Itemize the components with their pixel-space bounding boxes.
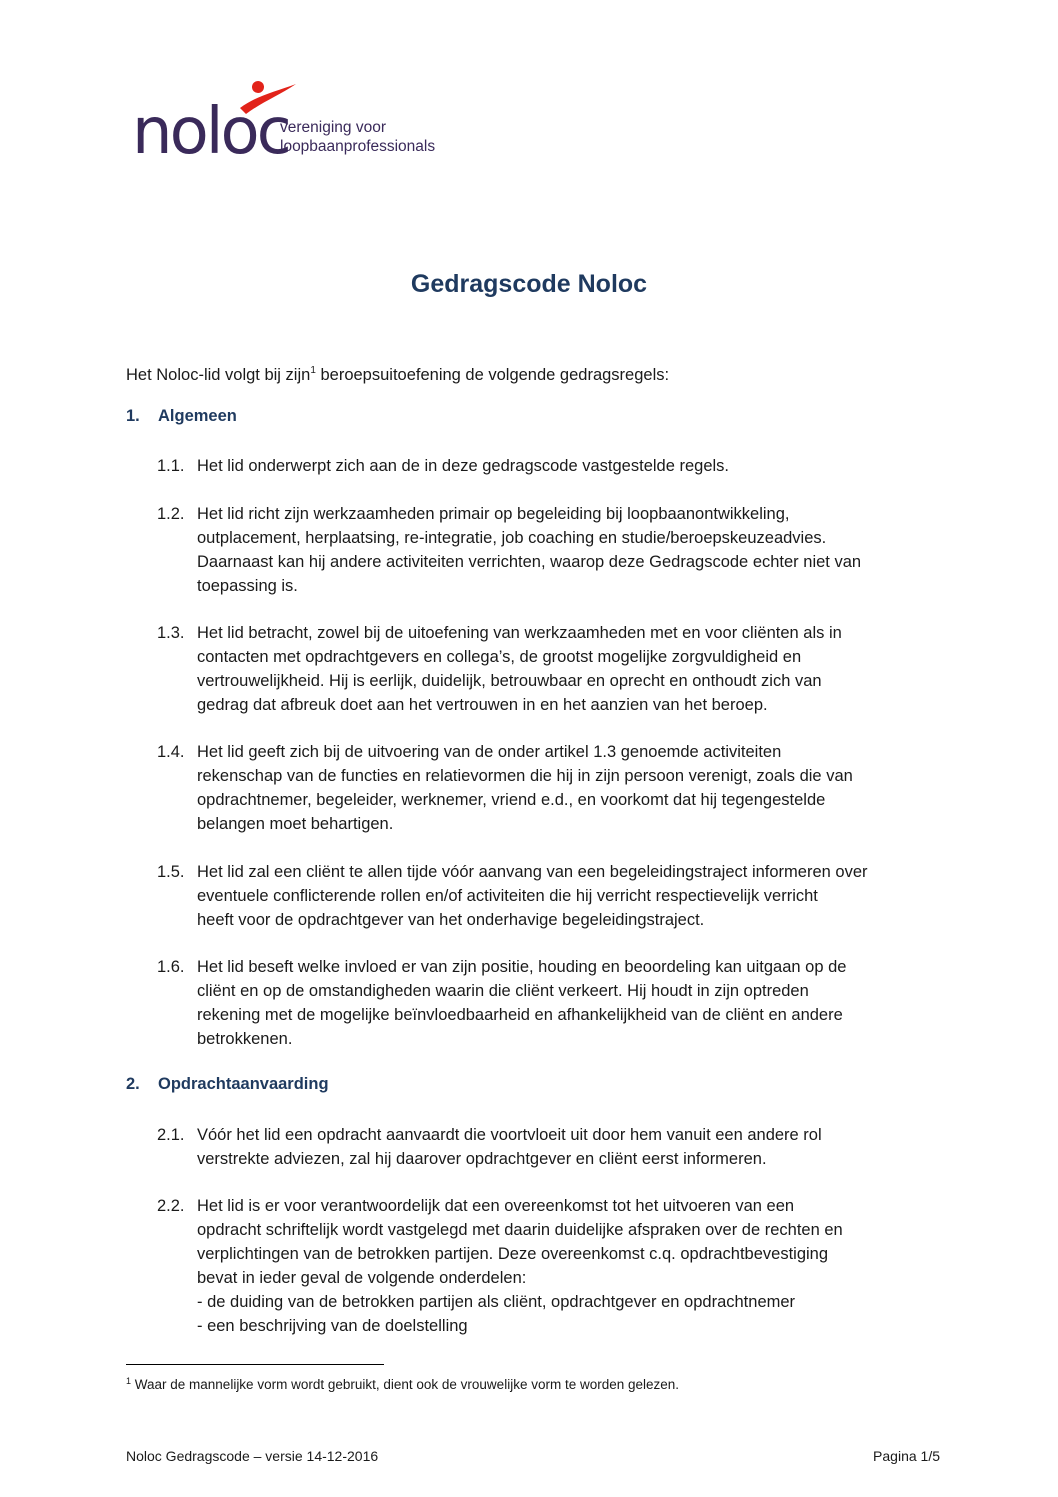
article-line: Het lid betracht, zowel bij de uitoefening van werkzaamheden met en voor cliënten als in <box>197 624 842 642</box>
noloc-logo <box>132 78 462 168</box>
article-line: outplacement, herplaatsing, re-integratie, job coaching en studie/beroepskeuzeadvies. <box>197 529 827 547</box>
article-text <box>197 1194 947 1338</box>
article-text <box>197 860 947 932</box>
article-1-4 <box>157 740 947 836</box>
article-text <box>197 454 947 478</box>
article-line: eventuele conflicterende rollen en/of activiteiten die hij verricht respectievelijk verricht <box>197 887 818 905</box>
article-line: Vóór het lid een opdracht aanvaardt die voortvloeit uit door hem vanuit een andere rol <box>197 1126 822 1144</box>
intro-text-before: Het Noloc-lid volgt bij zijn <box>126 366 311 384</box>
article-line: vertrouwelijkheid. Hij is eerlijk, duidelijk, betrouwbaar en oprecht en onthoudt zich van <box>197 672 822 690</box>
article-line: rekening met de mogelijke beïnvloedbaarheid en afhankelijkheid van de cliënt en andere <box>197 1006 843 1024</box>
footnote-reference: 1 <box>310 365 316 376</box>
article-line: cliënt en op de omstandigheden waarin die cliënt verkeert. Hij houdt in zijn optreden <box>197 982 809 1000</box>
article-line: opdracht schriftelijk wordt vastgelegd met daarin duidelijke afspraken over de rechten en <box>197 1221 843 1239</box>
article-line: opdrachtnemer, begeleider, werknemer, vriend e.d., en voorkomt dat hij tegengestelde <box>197 791 826 809</box>
article-number: 2.2. <box>157 1197 185 1215</box>
footnote-separator <box>126 1364 384 1365</box>
document-title: Gedragscode Noloc <box>410 270 648 298</box>
article-text <box>197 955 947 1051</box>
footer-page-number: Pagina 1/5 <box>873 1448 940 1464</box>
logo-tagline-line1: vereniging voor <box>280 119 386 136</box>
article-2-1 <box>157 1123 947 1171</box>
section-heading-algemeen <box>126 407 237 426</box>
logo-tagline <box>280 118 435 156</box>
article-line: toepassing is. <box>197 577 298 595</box>
logo-wordmark: noloc <box>132 95 289 169</box>
article-text <box>197 621 947 717</box>
section-heading-opdrachtaanvaarding <box>126 1075 329 1094</box>
section-title: Opdrachtaanvaarding <box>158 1075 329 1093</box>
section-number: 1. <box>126 407 140 425</box>
article-line: Daarnaast kan hij andere activiteiten verrichten, waarop deze Gedragscode echter niet van <box>197 553 862 571</box>
article-line: Het lid beseft welke invloed er van zijn positie, houding en beoordeling kan uitgaan op de <box>197 958 847 976</box>
article-line: rekenschap van de functies en relatievormen die hij in zijn persoon verenigt, zoals die van <box>197 767 853 785</box>
article-line: - een beschrijving van de doelstelling <box>197 1317 468 1335</box>
footnote-text: Waar de mannelijke vorm wordt gebruikt, dient ook de vrouwelijke vorm te worden gelezen. <box>131 1377 680 1392</box>
logo-tagline-line2: loopbaanprofessionals <box>280 138 436 155</box>
footer-document-version: Noloc Gedragscode – versie 14-12-2016 <box>126 1448 379 1464</box>
intro-paragraph <box>126 360 669 386</box>
article-line: Het lid is er voor verantwoordelijk dat een overeenkomst tot het uitvoeren van een <box>197 1197 795 1215</box>
article-line: betrokkenen. <box>197 1030 293 1048</box>
article-number: 1.2. <box>157 505 185 523</box>
article-line: gedrag dat afbreuk doet aan het vertrouwen in en het aanzien van het beroep. <box>197 696 768 714</box>
article-number: 2.1. <box>157 1126 185 1144</box>
article-line: - de duiding van de betrokken partijen als cliënt, opdrachtgever en opdrachtnemer <box>197 1293 796 1311</box>
article-line: verstrekte adviezen, zal hij daarover opdrachtgever en cliënt eerst informeren. <box>197 1150 767 1168</box>
article-number: 1.5. <box>157 863 185 881</box>
article-line: verplichtingen van de betrokken partijen. Deze overeenkomst c.q. opdrachtbevestiging <box>197 1245 829 1263</box>
article-text <box>197 740 947 836</box>
article-text <box>197 1123 947 1171</box>
article-line: belangen moet behartigen. <box>197 815 394 833</box>
article-number: 1.1. <box>157 457 185 475</box>
article-1-1 <box>157 454 947 478</box>
article-line: Het lid zal een cliënt te allen tijde vóór aanvang van een begeleidingstraject informeren over <box>197 863 868 881</box>
article-line: contacten met opdrachtgevers en collega’s, de grootst mogelijke zorgvuldigheid en <box>197 648 802 666</box>
section-number: 2. <box>126 1075 140 1093</box>
article-number: 1.6. <box>157 958 185 976</box>
footnote-number: 1 <box>126 1376 132 1386</box>
article-line: Het lid onderwerpt zich aan de in deze gedragscode vastgestelde regels. <box>197 457 729 475</box>
article-line: Het lid richt zijn werkzaamheden primair op begeleiding bij loopbaanontwikkeling, <box>197 505 790 523</box>
intro-text-after: beroepsuitoefening de volgende gedragsregels: <box>315 366 670 384</box>
article-line: heeft voor de opdrachtgever van het onderhavige begeleidingstraject. <box>197 911 705 929</box>
article-1-5 <box>157 860 947 932</box>
article-number: 1.3. <box>157 624 185 642</box>
article-2-2 <box>157 1194 947 1338</box>
article-1-6 <box>157 955 947 1051</box>
article-line: Het lid geeft zich bij de uitvoering van de onder artikel 1.3 genoemde activiteiten <box>197 743 782 761</box>
article-1-3 <box>157 621 947 717</box>
article-1-2 <box>157 502 947 598</box>
footnote <box>126 1376 679 1392</box>
section-title: Algemeen <box>158 407 237 425</box>
article-number: 1.4. <box>157 743 185 761</box>
article-line: bevat in ieder geval de volgende onderdelen: <box>197 1269 527 1287</box>
article-text <box>197 502 947 598</box>
